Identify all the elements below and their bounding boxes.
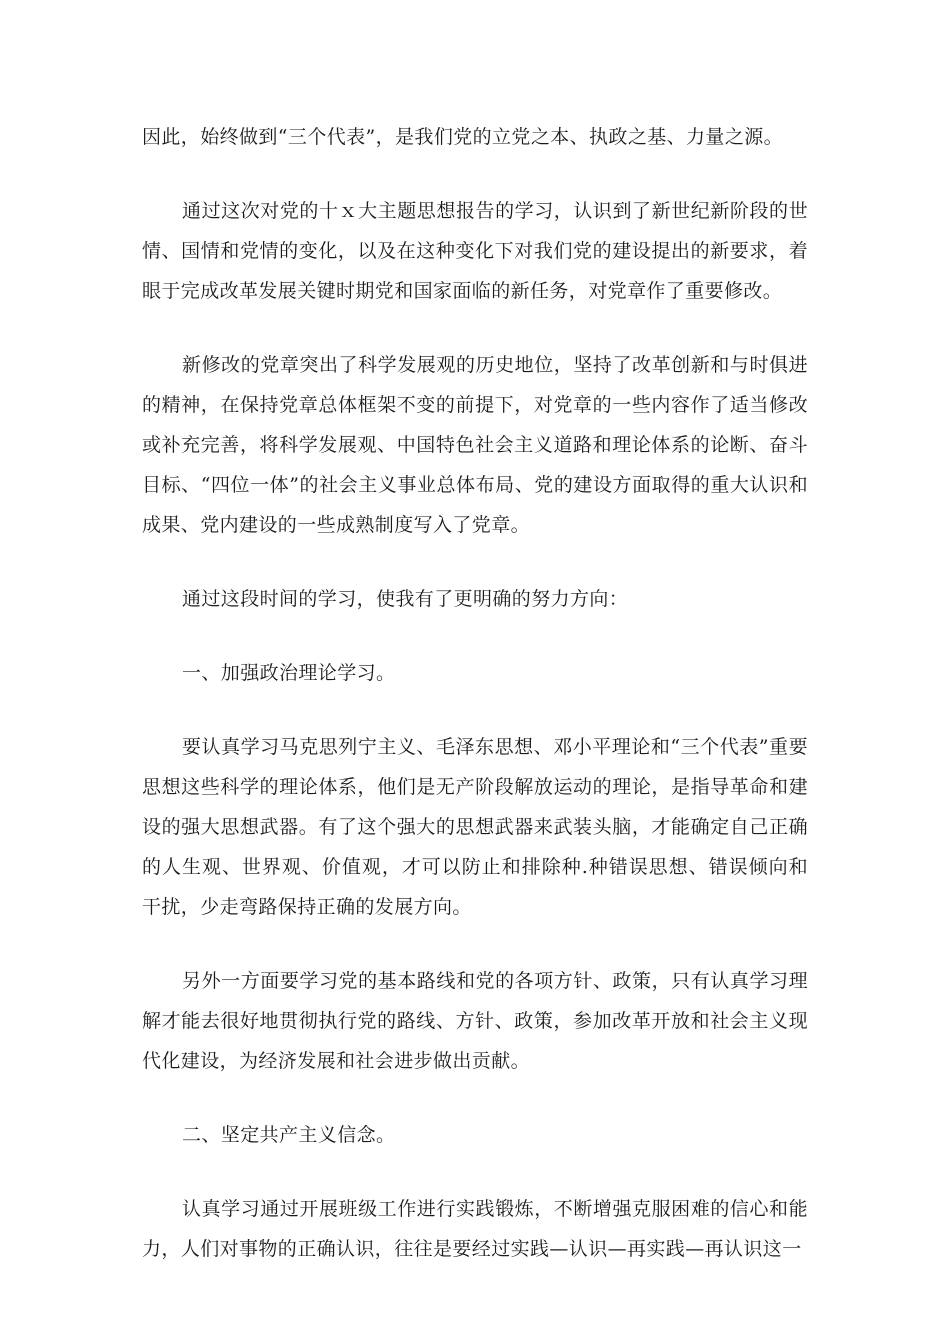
paragraph-1: 因此，始终做到“三个代表”，是我们党的立党之本、执政之基、力量之源。 bbox=[142, 126, 784, 148]
paragraph-gap bbox=[142, 927, 808, 961]
paragraph-gap bbox=[142, 311, 808, 345]
paragraph-gap bbox=[142, 1155, 808, 1189]
document-page bbox=[142, 117, 808, 1269]
section-heading-2: 二、坚定共产主义信念。 bbox=[182, 1124, 396, 1146]
paragraph-gap bbox=[142, 157, 808, 191]
paragraph-7: 认真学习通过开展班级工作进行实践锻炼，不断增强克服困难的信心和能力，人们对事物的正确认识，往往是要经过实践—认识—再实践—再认识这一 bbox=[142, 1198, 808, 1260]
paragraph-4: 通过这段时间的学习，使我有了更明确的努力方向： bbox=[182, 588, 629, 610]
paragraph-5: 要认真学习马克思列宁主义、毛泽东思想、邓小平理论和“三个代表”重要思想这些科学的理论体系，他们是无产阶段解放运动的理论，是指导革命和建设的强大思想武器。有了这个强大的思想武器来武装头脑，才能确定自己正确的人生观、世界观、价值观，才可以防止和排除种.种错误思想、错误倾向和干扰，少走弯路保持正确的发展方向。 bbox=[142, 736, 808, 918]
paragraph-6: 另外一方面要学习党的基本路线和党的各项方针、政策，只有认真学习理解才能去很好地贯彻执行党的路线、方针、政策，参加改革开放和社会主义现代化建设，为经济发展和社会进步做出贡献。 bbox=[142, 970, 808, 1072]
paragraph-gap bbox=[142, 693, 808, 727]
paragraph-gap bbox=[142, 619, 808, 653]
paragraph-gap bbox=[142, 1081, 808, 1115]
paragraph-2: 通过这次对党的十ｘ大主题思想报告的学习，认识到了新世纪新阶段的世情、国情和党情的变化，以及在这种变化下对我们党的建设提出的新要求，着眼于完成改革发展关键时期党和国家面临的新任务，对党章作了重要修改。 bbox=[142, 200, 808, 302]
section-heading-1: 一、加强政治理论学习。 bbox=[182, 662, 396, 684]
paragraph-gap bbox=[142, 545, 808, 579]
paragraph-3: 新修改的党章突出了科学发展观的历史地位，坚持了改革创新和与时俱进的精神，在保持党章总体框架不变的前提下，对党章的一些内容作了适当修改或补充完善，将科学发展观、中国特色社会主义道路和理论体系的论断、奋斗目标、“四位一体”的社会主义事业总体布局、党的建设方面取得的重大认识和成果、党内建设的一些成熟制度写入了党章。 bbox=[142, 354, 808, 536]
